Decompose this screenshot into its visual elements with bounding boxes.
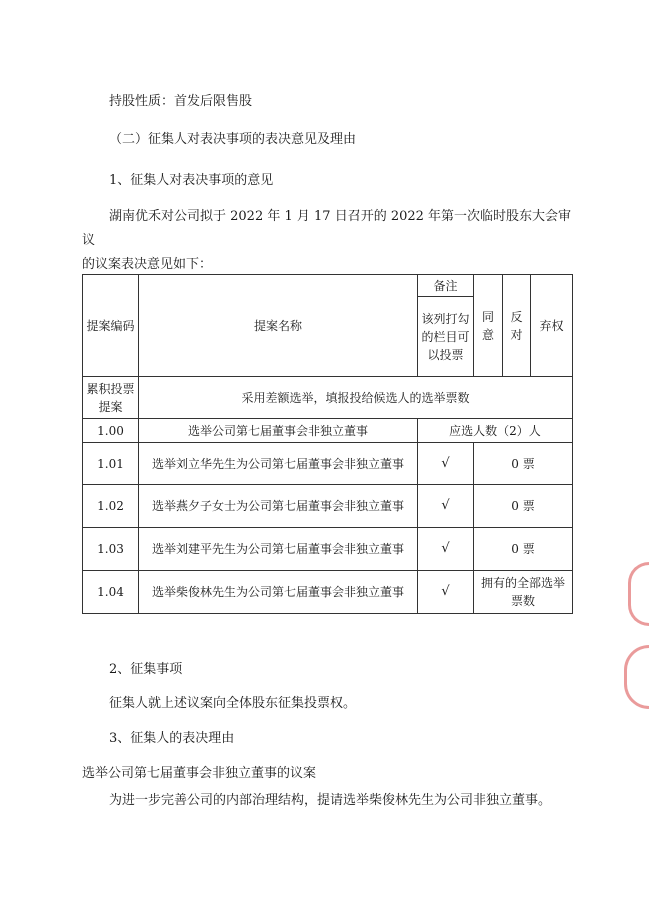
checkmark: √ — [418, 571, 474, 614]
parent-seats: 应选人数（2）人 — [418, 419, 573, 443]
checkmark: √ — [418, 485, 474, 528]
table-row — [83, 571, 573, 614]
header-code: 提案编码 — [83, 275, 139, 377]
header-name: 提案名称 — [139, 275, 418, 377]
table-row — [83, 443, 573, 485]
table-row — [83, 485, 573, 528]
vote-count: 拥有的全部选举票数 — [474, 571, 573, 614]
proposal-name: 选举柴俊林先生为公司第七届董事会非独立董事 — [139, 571, 418, 614]
intro-text-2: 的议案表决意见如下： — [82, 257, 213, 272]
proposal-code: 1.03 — [83, 528, 139, 571]
header-agree: 同意 — [474, 275, 503, 377]
parent-proposal-row — [83, 419, 573, 443]
header-note: 备注 — [418, 275, 474, 297]
proposal-code: 1.02 — [83, 485, 139, 528]
header-oppose: 反对 — [503, 275, 531, 377]
cumulative-label: 累积投票提案 — [83, 377, 139, 419]
intro-paragraph — [82, 205, 572, 277]
vote-count: 0 票 — [474, 528, 573, 571]
parent-code: 1.00 — [83, 419, 139, 443]
holding-nature: 持股性质：首发后限售股 — [109, 94, 253, 109]
parent-name: 选举公司第七届董事会非独立董事 — [139, 419, 418, 443]
reason-title: 选举公司第七届董事会非独立董事的议案 — [82, 766, 317, 781]
table-row — [83, 528, 573, 571]
checkmark: √ — [418, 443, 474, 485]
intro-line-1 — [82, 205, 572, 253]
header-abstain: 弃权 — [531, 275, 573, 377]
reason-body: 为进一步完善公司的内部治理结构，提请选举柴俊林先生为公司非独立董事。 — [109, 793, 552, 808]
header-note-sub: 该列打勾的栏目可以投票 — [418, 297, 474, 377]
proposal-code: 1.04 — [83, 571, 139, 614]
proposal-code: 1.01 — [83, 443, 139, 485]
checkmark: √ — [418, 528, 474, 571]
subsection-1-heading: 1、征集人对表决事项的意见 — [109, 173, 274, 188]
proposal-name: 选举刘建平先生为公司第七届董事会非独立董事 — [139, 528, 418, 571]
cumulative-row — [83, 377, 573, 419]
proposal-name: 选举刘立华先生为公司第七届董事会非独立董事 — [139, 443, 418, 485]
section-2-heading: （二）征集人对表决事项的表决意见及理由 — [109, 132, 357, 147]
subsection-2-heading: 2、征集事项 — [109, 662, 183, 677]
seal-stamp-fragment-1 — [628, 562, 649, 626]
subsection-3-heading: 3、征集人的表决理由 — [109, 731, 235, 746]
vote-count: 0 票 — [474, 443, 573, 485]
voting-table — [82, 274, 573, 614]
subsection-2-body: 征集人就上述议案向全体股东征集投票权。 — [109, 696, 357, 711]
cumulative-text: 采用差额选举，填报投给候选人的选举票数 — [139, 377, 573, 419]
proposal-name: 选举燕夕子女士为公司第七届董事会非独立董事 — [139, 485, 418, 528]
seal-stamp-fragment-2 — [624, 645, 649, 709]
header-row-1 — [83, 275, 573, 297]
intro-text-1: 湖南优禾对公司拟于 2022 年 1 月 17 日召开的 2022 年第一次临时股东大会审议 — [82, 209, 572, 248]
vote-count: 0 票 — [474, 485, 573, 528]
